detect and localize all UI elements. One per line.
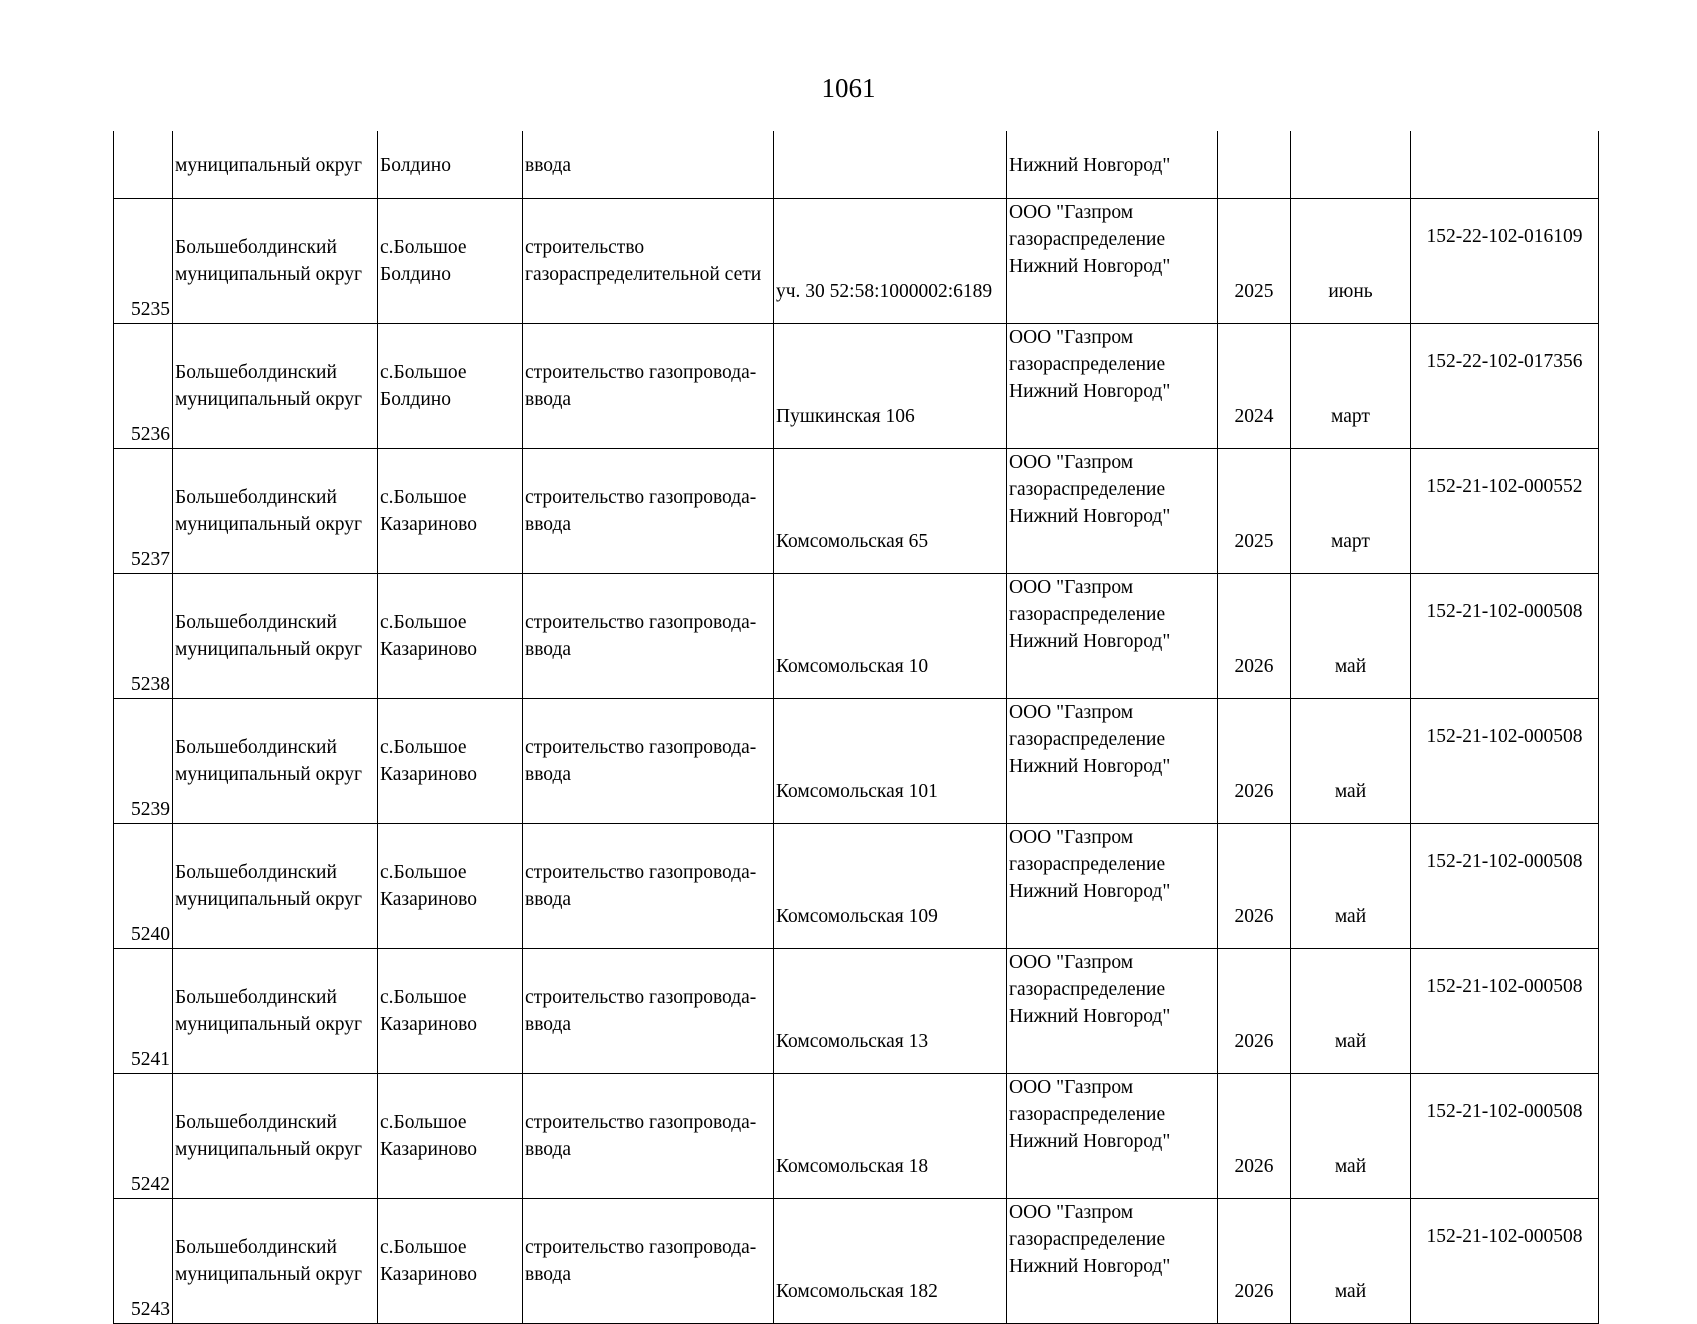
cell-organization-line: ООО "Газпром	[1009, 452, 1134, 473]
cell-organization-line: Нижний Новгород"	[1009, 506, 1171, 527]
cell-organization: Нижний Новгород"	[1007, 131, 1218, 199]
cell-organization-line: газораспределение	[1009, 1229, 1166, 1250]
cell-work-line: ввода	[525, 1264, 572, 1285]
cell-num-line: 5243	[131, 1299, 170, 1320]
cell-organization	[1007, 949, 1218, 1074]
cell-address	[774, 824, 1007, 949]
cell-locality	[378, 449, 523, 574]
cell-year	[1218, 699, 1291, 824]
cell-work-line: ввода	[525, 1014, 572, 1035]
cell-district	[173, 324, 378, 449]
table-row	[114, 199, 1599, 324]
cell-year	[1218, 824, 1291, 949]
cell-num	[114, 824, 173, 949]
cell-district-line: муниципальный округ	[175, 514, 363, 535]
cell-year-line: 2024	[1234, 406, 1274, 427]
table-row	[114, 1074, 1599, 1199]
cell-locality-line: Казариново	[380, 1139, 477, 1160]
cell-address	[774, 199, 1007, 324]
cell-organization-line: ООО "Газпром	[1009, 1202, 1134, 1223]
cell-month	[1291, 699, 1411, 824]
cell-organization-line: газораспределение	[1009, 854, 1166, 875]
cell-month-line: май	[1334, 1281, 1367, 1302]
cell-locality-line: с.Большое	[380, 987, 467, 1008]
cell-district-line: Большеболдинский	[175, 237, 337, 258]
cell-work-line: газораспределительной сети	[525, 264, 762, 285]
table-row	[114, 574, 1599, 699]
cell-district	[173, 199, 378, 324]
cell-address	[774, 699, 1007, 824]
cell-locality-line: с.Большое	[380, 362, 467, 383]
cell-organization-line: Нижний Новгород"	[1009, 1256, 1171, 1277]
cell-num-line: 5239	[131, 799, 170, 820]
cell-organization-line: газораспределение	[1009, 479, 1166, 500]
cell-address	[774, 1199, 1007, 1324]
cell-code-line: 152-22-102-016109	[1426, 226, 1583, 247]
cell-address	[774, 449, 1007, 574]
cell-organization	[1007, 199, 1218, 324]
cell-month-line: март	[1331, 406, 1370, 427]
gasification-table	[113, 131, 1599, 1324]
cell-month-line: март	[1331, 531, 1370, 552]
cell-work-line: строительство газопровода-	[525, 987, 757, 1008]
cell-locality	[378, 1074, 523, 1199]
cell-organization-line: ООО "Газпром	[1009, 577, 1134, 598]
cell-locality	[378, 699, 523, 824]
cell-locality	[378, 824, 523, 949]
cell-code-line: 152-21-102-000508	[1426, 851, 1583, 872]
cell-code	[1411, 199, 1599, 324]
cell-code	[1411, 449, 1599, 574]
cell-locality	[378, 949, 523, 1074]
cell-locality-line: с.Большое	[380, 862, 467, 883]
cell-month	[1291, 199, 1411, 324]
cell-month	[1291, 324, 1411, 449]
cell-num-line: 5236	[131, 424, 170, 445]
cell-month-line: май	[1334, 906, 1367, 927]
cell-num	[114, 1074, 173, 1199]
cell-district-line: муниципальный округ	[175, 1139, 363, 1160]
cell-work	[523, 1074, 774, 1199]
cell-locality-line: с.Большое	[380, 737, 467, 758]
cell-organization	[1007, 824, 1218, 949]
cell-address	[774, 324, 1007, 449]
cell-work-line: ввода	[525, 514, 572, 535]
cell-organization	[1007, 1199, 1218, 1324]
cell-district-line: Большеболдинский	[175, 987, 337, 1008]
cell-district: муниципальный округ	[173, 131, 378, 199]
cell-organization-line: Нижний Новгород"	[1009, 631, 1171, 652]
cell-year-line: 2026	[1234, 1031, 1274, 1052]
cell-address-line: Пушкинская 106	[776, 406, 915, 427]
cell-work-line: строительство газопровода-	[525, 862, 757, 883]
cell-organization-line: ООО "Газпром	[1009, 1077, 1134, 1098]
cell-work	[523, 199, 774, 324]
cell-code-line: 152-21-102-000508	[1426, 1226, 1583, 1247]
cell-work	[523, 574, 774, 699]
cell-organization-line: ООО "Газпром	[1009, 327, 1134, 348]
cell-work-line: строительство	[525, 237, 645, 258]
cell-work-line: ввода	[525, 639, 572, 660]
cell-address-line: уч. 30 52:58:1000002:6189	[776, 281, 993, 302]
cell-organization-line: ООО "Газпром	[1009, 952, 1134, 973]
cell-organization-line: Нижний Новгород"	[1009, 256, 1171, 277]
cell-num-line: 5235	[131, 299, 170, 320]
cell-num	[114, 131, 173, 199]
cell-year-line: 2026	[1234, 656, 1274, 677]
cell-code-line: 152-21-102-000508	[1426, 726, 1583, 747]
cell-num	[114, 449, 173, 574]
cell-year	[1218, 1074, 1291, 1199]
cell-work-line: строительство газопровода-	[525, 487, 757, 508]
cell-month	[1291, 449, 1411, 574]
cell-month	[1291, 949, 1411, 1074]
cell-district-line: Большеболдинский	[175, 612, 337, 633]
cell-num-line: 5242	[131, 1174, 170, 1195]
cell-locality-line: Казариново	[380, 639, 477, 660]
cell-district	[173, 699, 378, 824]
table-row	[114, 1199, 1599, 1324]
cell-work	[523, 824, 774, 949]
cell-month	[1291, 574, 1411, 699]
cell-organization	[1007, 699, 1218, 824]
cell-code	[1411, 131, 1599, 199]
cell-code-line: 152-22-102-017356	[1426, 351, 1583, 372]
cell-locality: Болдино	[378, 131, 523, 199]
cell-address-line: Комсомольская 182	[776, 1281, 938, 1302]
cell-district	[173, 574, 378, 699]
cell-num-line: 5241	[131, 1049, 170, 1070]
cell-organization-line: газораспределение	[1009, 729, 1166, 750]
cell-locality	[378, 1199, 523, 1324]
cell-address-line: Комсомольская 13	[776, 1031, 929, 1052]
cell-code	[1411, 824, 1599, 949]
cell-num-line: 5238	[131, 674, 170, 695]
cell-organization-line: ООО "Газпром	[1009, 702, 1134, 723]
cell-organization-line: Нижний Новгород"	[1009, 381, 1171, 402]
cell-address-line: Комсомольская 65	[776, 531, 929, 552]
table-row	[114, 949, 1599, 1074]
cell-district-line: Большеболдинский	[175, 487, 337, 508]
cell-year	[1218, 199, 1291, 324]
page-number: 1061	[821, 73, 876, 103]
cell-district	[173, 449, 378, 574]
cell-work-line: строительство газопровода-	[525, 1112, 757, 1133]
cell-year-line: 2026	[1234, 1156, 1274, 1177]
table-row	[114, 324, 1599, 449]
cell-district-line: муниципальный округ	[175, 1014, 363, 1035]
cell-organization-line: Нижний Новгород"	[1009, 1006, 1171, 1027]
cell-month	[1291, 1199, 1411, 1324]
cell-locality-line: с.Большое	[380, 487, 467, 508]
cell-organization	[1007, 1074, 1218, 1199]
cell-locality	[378, 199, 523, 324]
cell-address	[774, 131, 1007, 199]
cell-year	[1218, 324, 1291, 449]
cell-district-line: муниципальный округ	[175, 889, 363, 910]
cell-locality-line: Казариново	[380, 514, 477, 535]
cell-work-line: ввода	[525, 889, 572, 910]
cell-address-line: Комсомольская 18	[776, 1156, 929, 1177]
cell-month	[1291, 824, 1411, 949]
cell-locality-line: с.Большое	[380, 1237, 467, 1258]
cell-work-line: ввода	[525, 389, 572, 410]
cell-code-line: 152-21-102-000552	[1426, 476, 1583, 497]
cell-work	[523, 449, 774, 574]
cell-month-line: май	[1334, 656, 1367, 677]
cell-work	[523, 324, 774, 449]
cell-organization-line: Нижний Новгород"	[1009, 1131, 1171, 1152]
cell-year-line: 2026	[1234, 781, 1274, 802]
cell-organization	[1007, 324, 1218, 449]
cell-month	[1291, 1074, 1411, 1199]
cell-num-line: 5240	[131, 924, 170, 945]
cell-district	[173, 1074, 378, 1199]
cell-district-line: муниципальный округ	[175, 1264, 363, 1285]
cell-work-line: строительство газопровода-	[525, 1237, 757, 1258]
cell-address-line: Комсомольская 109	[776, 906, 938, 927]
cell-work	[523, 1199, 774, 1324]
cell-year	[1218, 131, 1291, 199]
cell-district-line: Большеболдинский	[175, 862, 337, 883]
cell-year-line: 2025	[1234, 281, 1274, 302]
cell-organization	[1007, 574, 1218, 699]
cell-year-line: 2026	[1234, 1281, 1274, 1302]
table-row	[114, 824, 1599, 949]
cell-address-line: Комсомольская 101	[776, 781, 938, 802]
cell-locality-line: Казариново	[380, 1014, 477, 1035]
cell-work-line: ввода	[525, 764, 572, 785]
cell-month-line: май	[1334, 1031, 1367, 1052]
cell-district	[173, 1199, 378, 1324]
cell-month-line: июнь	[1328, 281, 1373, 302]
cell-num	[114, 699, 173, 824]
cell-num-line: 5237	[131, 549, 170, 570]
cell-work-line: строительство газопровода-	[525, 612, 757, 633]
cell-code-line: 152-21-102-000508	[1426, 1101, 1583, 1122]
cell-locality-line: Казариново	[380, 889, 477, 910]
continuation-row	[114, 131, 1599, 199]
table-row	[114, 699, 1599, 824]
table-body	[114, 131, 1599, 1324]
cell-num	[114, 1199, 173, 1324]
cell-organization	[1007, 449, 1218, 574]
cell-district-line: Большеболдинский	[175, 362, 337, 383]
cell-district	[173, 949, 378, 1074]
cell-address	[774, 1074, 1007, 1199]
cell-code	[1411, 949, 1599, 1074]
cell-code-line: 152-21-102-000508	[1426, 976, 1583, 997]
cell-address-line: Комсомольская 10	[776, 656, 929, 677]
cell-month	[1291, 131, 1411, 199]
cell-locality-line: Казариново	[380, 1264, 477, 1285]
table-row	[114, 449, 1599, 574]
cell-code	[1411, 699, 1599, 824]
cell-work: ввода	[523, 131, 774, 199]
cell-district-line: Большеболдинский	[175, 1237, 337, 1258]
cell-num	[114, 949, 173, 1074]
cell-work-line: строительство газопровода-	[525, 362, 757, 383]
cell-organization-line: ООО "Газпром	[1009, 827, 1134, 848]
cell-organization-line: ООО "Газпром	[1009, 202, 1134, 223]
cell-year	[1218, 449, 1291, 574]
cell-code	[1411, 574, 1599, 699]
cell-organization-line: газораспределение	[1009, 979, 1166, 1000]
cell-locality-line: с.Большое	[380, 612, 467, 633]
cell-organization-line: газораспределение	[1009, 1104, 1166, 1125]
cell-locality	[378, 574, 523, 699]
cell-month-line: май	[1334, 1156, 1367, 1177]
cell-organization-line: газораспределение	[1009, 604, 1166, 625]
cell-code-line: 152-21-102-000508	[1426, 601, 1583, 622]
cell-organization-line: Нижний Новгород"	[1009, 881, 1171, 902]
cell-locality-line: с.Большое	[380, 237, 467, 258]
cell-num	[114, 199, 173, 324]
cell-year	[1218, 949, 1291, 1074]
cell-organization-line: газораспределение	[1009, 229, 1166, 250]
cell-district-line: муниципальный округ	[175, 264, 363, 285]
cell-work-line: строительство газопровода-	[525, 737, 757, 758]
cell-year-line: 2025	[1234, 531, 1274, 552]
cell-address	[774, 949, 1007, 1074]
cell-year	[1218, 574, 1291, 699]
cell-code	[1411, 1199, 1599, 1324]
cell-district-line: муниципальный округ	[175, 389, 363, 410]
cell-work	[523, 949, 774, 1074]
cell-locality-line: Казариново	[380, 764, 477, 785]
cell-locality-line: с.Большое	[380, 1112, 467, 1133]
cell-district	[173, 824, 378, 949]
cell-district-line: Большеболдинский	[175, 737, 337, 758]
cell-year	[1218, 1199, 1291, 1324]
cell-organization-line: Нижний Новгород"	[1009, 756, 1171, 777]
cell-code	[1411, 1074, 1599, 1199]
cell-address	[774, 574, 1007, 699]
cell-work	[523, 699, 774, 824]
cell-month-line: май	[1334, 781, 1367, 802]
cell-locality-line: Болдино	[380, 389, 451, 410]
cell-num	[114, 574, 173, 699]
cell-locality-line: Болдино	[380, 264, 451, 285]
cell-locality	[378, 324, 523, 449]
cell-num	[114, 324, 173, 449]
cell-district-line: муниципальный округ	[175, 639, 363, 660]
cell-organization-line: газораспределение	[1009, 354, 1166, 375]
cell-code	[1411, 324, 1599, 449]
cell-work-line: ввода	[525, 1139, 572, 1160]
cell-district-line: Большеболдинский	[175, 1112, 337, 1133]
cell-district-line: муниципальный округ	[175, 764, 363, 785]
cell-year-line: 2026	[1234, 906, 1274, 927]
